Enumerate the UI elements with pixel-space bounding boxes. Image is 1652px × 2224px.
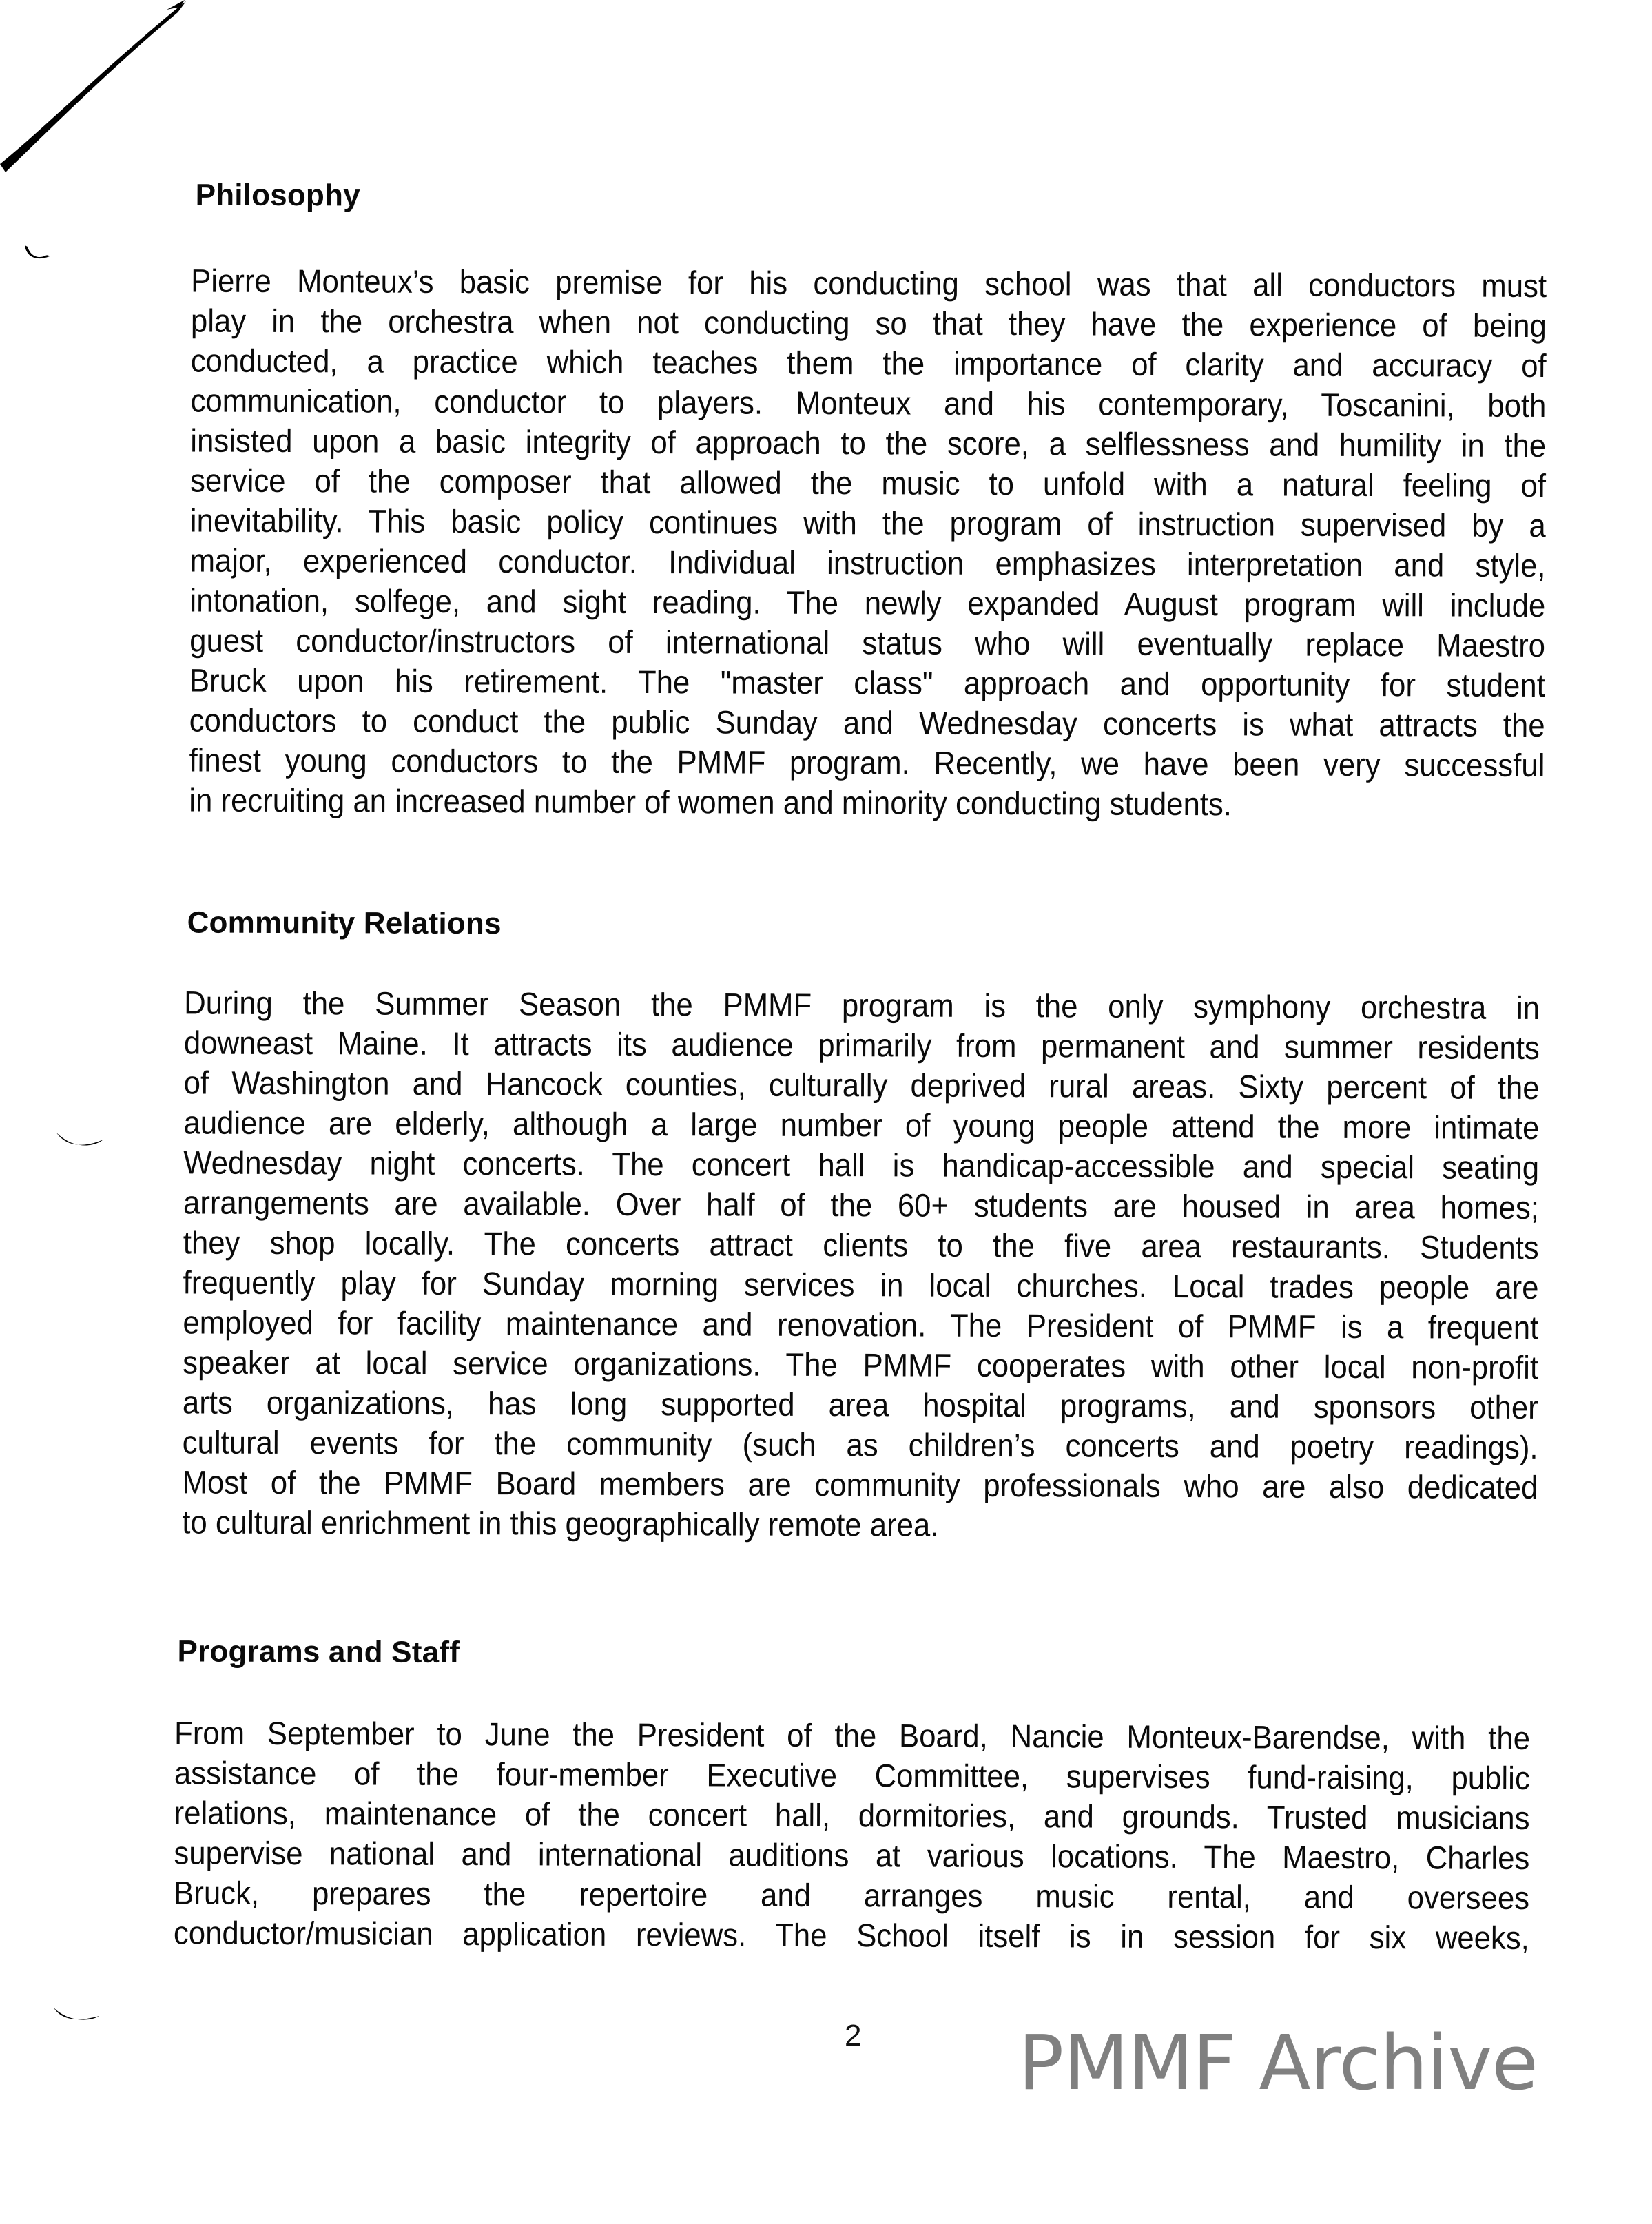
paragraph-line: Wednesday night concerts. The concert hall is handicap-accessible and special seating xyxy=(183,1144,1540,1186)
paragraph-line: major, experienced conductor. Individual instruction emphasizes interpretation and style, xyxy=(189,542,1546,584)
section-paragraph-community-relations xyxy=(182,982,1540,1547)
paragraph-line: conductors to conduct the public Sunday and Wednesday concerts is what attracts the xyxy=(189,701,1545,744)
page-number: 2 xyxy=(845,2019,862,2052)
paragraph-line: audience are elderly, although a large number of young people attend the more intimate xyxy=(183,1104,1540,1146)
paragraph-line: assistance of the four-member Executive Committee, supervises fund-raising, public xyxy=(174,1754,1530,1796)
paragraph-line: conductor/musician application reviews. The School itself is in session for six weeks, xyxy=(173,1914,1529,1956)
paragraph-line: communication, conductor to players. Monteux and his contemporary, Toscanini, both xyxy=(190,382,1547,424)
paragraph-line: Bruck upon his retirement. The "master class" approach and opportunity for student xyxy=(189,661,1545,704)
paragraph-line: Pierre Monteux’s basic premise for his conducting school was that all conductors must xyxy=(191,262,1547,305)
paragraph-line: During the Summer Season the PMMF program is the only symphony orchestra in xyxy=(184,984,1540,1026)
paragraph-line: play in the orchestra when not conducting so that they have the experience of being xyxy=(190,302,1547,344)
paragraph-line: service of the composer that allowed the music to unfold with a natural feeling of xyxy=(189,462,1547,504)
paragraph-line: cultural events for the community (such as children’s concerts and poetry readings). xyxy=(182,1423,1538,1465)
paragraph-line: speaker at local service organizations. The PMMF cooperates with other local non-profit xyxy=(183,1343,1539,1386)
section-paragraph-programs-and-staff xyxy=(174,1713,1530,1958)
paragraph-line: intonation, solfege, and sight reading. The newly expanded August program will include xyxy=(189,581,1546,624)
paragraph-line: arts organizations, has long supported area hospital programs, and sponsors other xyxy=(182,1383,1538,1425)
section-heading-programs-and-staff: Programs and Staff xyxy=(177,1634,460,1669)
paragraph-line: arrangements are available. Over half of the 60+ students are housed in area homes; xyxy=(183,1184,1540,1226)
paragraph-line: guest conductor/instructors of international status who will eventually replace Maestro xyxy=(189,621,1546,664)
paragraph-line: employed for facility maintenance and renovation. The President of PMMF is a frequent xyxy=(183,1304,1539,1346)
paragraph-line: frequently play for Sunday morning services in local churches. Local trades people are xyxy=(183,1264,1539,1306)
paragraph-line: From September to June the President of the Board, Nancie Monteux-Barendse, with the xyxy=(174,1714,1531,1756)
paragraph-line: Most of the PMMF Board members are community professionals who are also dedicated xyxy=(182,1463,1538,1505)
paragraph-line: insisted upon a basic integrity of approach to the score, a selflessness and humility in the xyxy=(190,422,1547,464)
paragraph-line: supervise national and international auditions at various locations. The Maestro, Charles xyxy=(174,1834,1530,1876)
paragraph-line: to cultural enrichment in this geographically remote area. xyxy=(182,1503,939,1543)
section-heading-philosophy: Philosophy xyxy=(195,178,360,213)
section-heading-community-relations: Community Relations xyxy=(187,905,502,941)
paragraph-line: finest young conductors to the PMMF program. Recently, we have been very successful xyxy=(189,741,1545,784)
paragraph-line: conducted, a practice which teaches them the importance of clarity and accuracy of xyxy=(190,342,1547,384)
archive-watermark: PMMF Archive xyxy=(1018,2019,1538,2107)
paragraph-line: inevitability. This basic policy continues with the program of instruction supervised by a xyxy=(189,502,1546,544)
paragraph-line: downeast Maine. It attracts its audience primarily from permanent and summer residents xyxy=(183,1024,1540,1066)
paragraph-line: Bruck, prepares the repertoire and arranges music rental, and oversees xyxy=(174,1874,1530,1916)
paragraph-line: in recruiting an increased number of women and minority conducting students. xyxy=(189,781,1232,823)
paragraph-line: relations, maintenance of the concert hall, dormitories, and grounds. Trusted musicians xyxy=(174,1794,1530,1836)
paragraph-line: they shop locally. The concerts attract clients to the five area restaurants. Students xyxy=(183,1224,1539,1266)
section-paragraph-philosophy xyxy=(189,260,1547,825)
paragraph-line: of Washington and Hancock counties, culturally deprived rural areas. Sixty percent of the xyxy=(183,1064,1540,1106)
